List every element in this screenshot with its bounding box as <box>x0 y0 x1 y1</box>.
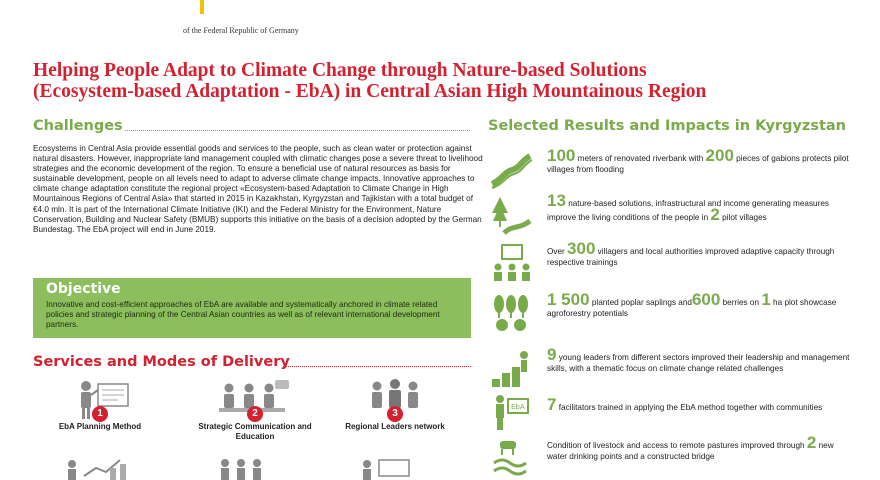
livestock-icon <box>490 437 532 477</box>
result-phrase: facilitators trained in applying the EbA method together with communities <box>556 403 823 412</box>
result-phrase: pieces of gabions protects pilot villages from flooding <box>547 154 849 174</box>
leaders-icon <box>490 349 532 389</box>
result-phrase: nature-based solutions, infrastructural and income generating measures improve the living conditions of the people in <box>547 199 829 222</box>
result-text <box>547 433 855 462</box>
result-figure: 1 <box>761 290 771 309</box>
result-figure: 200 <box>705 146 734 165</box>
result-text <box>547 345 855 374</box>
group-icon <box>205 456 285 480</box>
service-label-1: EbA Planning Method <box>58 422 142 431</box>
result-phrase: new water drinking points and a constructed bridge <box>547 441 834 461</box>
result-figure: 2 <box>710 205 720 224</box>
service-badge-2: 2 <box>247 406 263 422</box>
result-figure: 2 <box>806 433 817 452</box>
result-phrase: ha plot showcase agroforestry potentials <box>547 298 837 318</box>
result-text <box>547 191 855 224</box>
result-figure: 7 <box>547 395 557 414</box>
page-title <box>33 60 853 102</box>
result-phrase: Over <box>547 247 568 256</box>
result-figure: 300 <box>567 239 596 258</box>
challenges-divider <box>125 130 470 131</box>
result-phrase: meters of renovated riverbank with <box>575 154 706 163</box>
service-badge-3: 3 <box>387 406 403 422</box>
result-text <box>547 290 855 319</box>
flag-stripe <box>200 0 204 14</box>
results-heading: Selected Results and Impacts in Kyrgyzstan <box>488 118 847 134</box>
nature-solutions-icon <box>490 195 532 235</box>
riverbank-icon <box>490 150 532 190</box>
service-item-3 <box>335 378 455 432</box>
result-phrase: berries on <box>720 298 762 307</box>
services-heading: Services and Modes of Delivery <box>33 354 290 370</box>
service-item-2 <box>195 378 315 441</box>
result-text <box>547 146 855 175</box>
ministry-line: of the Federal Republic of Germany <box>183 26 299 35</box>
result-phrase: pilot villages <box>719 213 767 222</box>
result-figure: 1 500 <box>547 290 590 309</box>
service-label-3: Regional Leaders network <box>345 422 445 431</box>
result-phrase: villagers and local authorities improved adaptive capacity through respective trainings <box>547 247 835 267</box>
title-line-1: Helping People Adapt to Climate Change through Nature-based Solutions <box>33 60 647 81</box>
service-badge-1: 1 <box>92 406 108 422</box>
title-line-2: (Ecosystem-based Adaptation - EbA) in Central Asian High Mountainous Region <box>33 81 707 102</box>
objective-heading: Objective <box>46 281 121 297</box>
presentation-icon <box>345 456 425 480</box>
growth-chart-icon <box>60 456 140 480</box>
result-figure: 13 <box>547 191 566 210</box>
challenges-heading: Challenges <box>33 118 123 134</box>
service-label-2: Strategic Communication and Education <box>198 422 312 441</box>
result-text <box>547 239 855 268</box>
service-item-1 <box>40 378 160 432</box>
result-phrase: young leaders from different sectors improved their leadership and management skills, with a thematic focus on climate change related challenges <box>547 353 850 373</box>
result-figure: 9 <box>547 345 557 364</box>
header-bar <box>0 0 880 44</box>
result-text <box>547 395 855 414</box>
result-figure: 100 <box>547 146 576 165</box>
svg-text:EbA: EbA <box>511 403 525 411</box>
result-figure: 600 <box>691 290 721 309</box>
objective-box <box>33 278 471 338</box>
services-divider <box>283 366 471 367</box>
result-phrase: Condition of livestock and access to remote pastures improved through <box>547 441 807 450</box>
trees-icon <box>490 294 532 334</box>
facilitator-icon <box>490 393 532 433</box>
challenges-text: Ecosystems in Central Asia provide essential goods and services to the people, such as clean water or protection against natural disasters. However, inappropriate land management coupled with climatic changes pose a severe threat to livelihood strategies and the economic development of the region. To ensure a beneficial use of natural resources as basis for sustainable development, people on all levels need to adapt to adverse climate change impacts. Innovative approaches to climate change adaptation constitute the regional project «Ecosystem-based Adaptation to Climate Change in High Mountainous Regions of Central Asia» that started in 2015 in Kazakhstan, Kyrgyzstan and Tajikistan with a total budget of €4.0 mln. It is part of the International Climate Initiative (IKI) and the Federal Ministry for the Environment, Nature Conservation, Building and Nuclear Safety (BMUB) supports this initiative on the basis of a decision adopted by the German Bundestag. The EbA project will end in June 2019. <box>33 144 483 234</box>
training-icon <box>490 243 532 283</box>
result-phrase: planted poplar saplings and <box>589 298 692 307</box>
objective-text: Innovative and cost-efficient approaches of EbA are available and systematically anchored in climate related policies and strategic planning of the Central Asian countries as well as of relevant international development partners. <box>46 300 440 330</box>
